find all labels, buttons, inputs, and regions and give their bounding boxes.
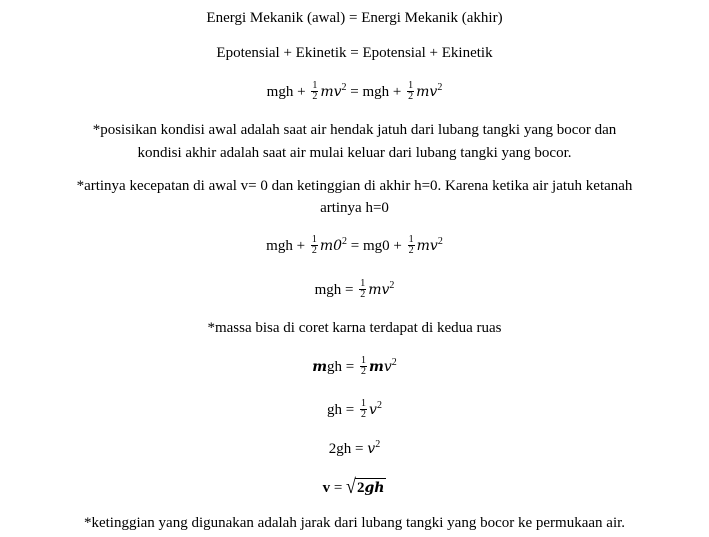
eq6-v: v <box>367 441 376 457</box>
radicand-h: h <box>374 480 385 496</box>
eq2-half-left <box>311 235 318 256</box>
eq3-exp: 2 <box>389 279 395 291</box>
eq2-equals: = <box>350 237 360 254</box>
eq1-v-left: v <box>333 83 342 100</box>
equation-2 <box>0 236 709 257</box>
sqrt-symbol <box>346 474 386 498</box>
eq3-equals: = <box>345 281 354 298</box>
equation-3 <box>0 280 709 301</box>
eq2-m-right: m <box>416 237 430 254</box>
frac-num: 1 <box>360 278 366 289</box>
note-4-line: *ketinggian yang digunakan adalah jarak dari lubang tangki yang bocor ke permukaan air. <box>83 515 626 531</box>
eq6-exp: 2 <box>375 439 381 450</box>
eq2-v-right: v <box>429 237 438 254</box>
eq2-plus-left: + <box>296 237 306 254</box>
eq7-equals: = <box>333 480 343 496</box>
eq4-gh: gh <box>327 358 343 375</box>
equation-4 <box>0 357 709 378</box>
frac-den: 2 <box>408 91 414 102</box>
eq2-mg0: mg0 <box>362 237 390 254</box>
eq1-equals: = <box>350 83 359 100</box>
eq1-half-right <box>407 81 414 102</box>
eq6-equals: = <box>355 441 364 457</box>
eq4-exp: 2 <box>391 356 397 368</box>
eq5-exp: 2 <box>376 399 382 411</box>
eq3-v: v <box>381 281 390 298</box>
frac-den: 2 <box>408 245 414 256</box>
eq2-exp-left: 2 <box>342 235 347 247</box>
equation-1 <box>0 82 709 103</box>
frac-den: 2 <box>361 409 367 420</box>
eq4-v: v <box>383 358 392 375</box>
frac-num: 1 <box>408 80 414 91</box>
radicand-two: 2 <box>356 480 365 496</box>
note-2-line-b: artinya h=0 <box>320 200 389 216</box>
frac-num: 1 <box>311 234 317 245</box>
frac-den: 2 <box>361 366 367 377</box>
frac-num: 1 <box>361 398 367 409</box>
frac-den: 2 <box>312 91 318 102</box>
eq5-v: v <box>369 401 377 418</box>
radical-sign: √ <box>346 474 356 498</box>
eq4-m-right-bold: m <box>369 358 384 375</box>
eq2-plus-right: + <box>393 237 402 254</box>
eq7-v: v <box>322 480 331 496</box>
eq6-2gh: 2gh <box>328 441 352 457</box>
eq2-half-right <box>408 235 415 256</box>
equation-6 <box>0 440 709 458</box>
eq4-m-bold: m <box>312 358 328 375</box>
energy-equation-line: Epotensial + Ekinetik = Epotensial + Ekinetik <box>216 45 493 61</box>
eq2-exp-right: 2 <box>437 235 443 247</box>
eq1-mgh-left: mgh <box>266 83 294 100</box>
note-2-line-a: *artinya kecepatan di awal v= 0 dan ketinggian di akhir h=0. Karena ketika air jatuh ketanah <box>76 178 633 194</box>
eq5-half <box>360 399 367 420</box>
note-3-line: *massa bisa di coret karna terdapat di kedua ruas <box>207 320 502 336</box>
frac-den: 2 <box>311 245 317 256</box>
frac-num: 1 <box>408 234 414 245</box>
eq3-mgh: mgh <box>314 281 342 298</box>
eq1-exp-right: 2 <box>437 81 443 93</box>
eq4-half <box>360 356 367 377</box>
frac-num: 1 <box>312 80 318 91</box>
eq2-m-zero: m0 <box>319 237 342 254</box>
eq1-half-left <box>311 81 318 102</box>
frac-num: 1 <box>361 355 367 366</box>
frac-den: 2 <box>360 289 366 300</box>
eq1-exp-left: 2 <box>341 81 347 93</box>
eq1-mgh-right: mgh <box>362 83 390 100</box>
eq4-equals: = <box>345 358 355 375</box>
eq3-half <box>359 279 366 300</box>
eq1-plus-left: + <box>297 83 306 100</box>
eq3-m: m <box>368 281 382 298</box>
eq5-equals: = <box>345 401 355 418</box>
eq1-m-left: m <box>320 83 334 100</box>
equation-7 <box>0 474 709 498</box>
eq2-mgh: mgh <box>266 237 293 254</box>
title-line: Energi Mekanik (awal) = Energi Mekanik (akhir) <box>206 10 503 26</box>
note-1-line-b: kondisi akhir adalah saat air mulai keluar dari lubang tangki yang bocor. <box>137 145 572 161</box>
radicand <box>355 478 386 497</box>
eq5-gh: gh <box>327 401 343 418</box>
equation-5 <box>0 400 709 421</box>
eq1-m-right: m <box>416 83 430 100</box>
eq1-v-right: v <box>429 83 438 100</box>
eq1-plus-right: + <box>392 83 402 100</box>
radicand-g: g <box>364 480 375 496</box>
note-1-line-a: *posisikan kondisi awal adalah saat air hendak jatuh dari lubang tangki yang bocor dan <box>92 122 617 138</box>
